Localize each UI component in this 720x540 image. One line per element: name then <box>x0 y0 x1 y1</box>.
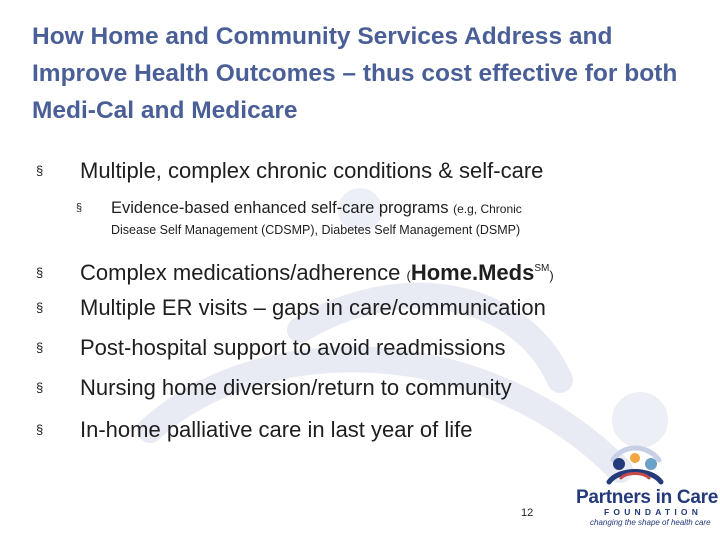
bullet-text: Post-hospital support to avoid readmissions <box>80 335 506 360</box>
paren-close: ) <box>549 268 554 283</box>
logo-tagline: changing the shape of health care <box>590 518 711 527</box>
bullet-item <box>36 255 554 290</box>
sub-bullet-continuation: Disease Self Management (CDSMP), Diabetes Self Management (DSMP) <box>111 223 521 237</box>
paren-open: ( <box>406 268 411 283</box>
brand-name: Home.Meds <box>410 260 535 285</box>
page-number: 12 <box>521 507 534 519</box>
slide-title: How Home and Community Services Address and Improve Health Outcomes – thus cost effective for both Medi-Cal and Medicare <box>32 23 678 124</box>
logo-name: Partners in Care <box>576 487 718 508</box>
sub-bullet-marker: § <box>76 202 83 214</box>
bullet-item <box>36 334 506 362</box>
bullet-text: In-home palliative care in last year of life <box>80 417 473 442</box>
bullet-item <box>36 157 543 185</box>
bullet-text: Multiple, complex chronic conditions & self-care <box>80 158 544 183</box>
bullet-marker: § <box>36 300 44 315</box>
bullet-marker: § <box>36 340 44 355</box>
bullet-item <box>36 374 512 402</box>
bullet-text: Multiple ER visits – gaps in care/communication <box>80 295 546 320</box>
sub-bullet-item <box>76 196 522 221</box>
bullet-marker: § <box>36 265 44 280</box>
sub-bullet-text: Evidence-based enhanced self-care programs <box>111 199 454 217</box>
sub-bullet-example: (e.g, Chronic <box>453 202 522 216</box>
bullet-text: Nursing home diversion/return to community <box>80 375 512 400</box>
bullet-item <box>36 416 473 444</box>
bullet-item <box>36 294 546 322</box>
bullet-marker: § <box>36 380 44 395</box>
bullet-marker: § <box>36 422 44 437</box>
bullet-text: Complex medications/adherence <box>80 260 407 285</box>
logo-subtitle: FOUNDATION <box>604 507 703 517</box>
bullet-marker: § <box>36 163 44 178</box>
service-mark: SM <box>534 263 550 274</box>
